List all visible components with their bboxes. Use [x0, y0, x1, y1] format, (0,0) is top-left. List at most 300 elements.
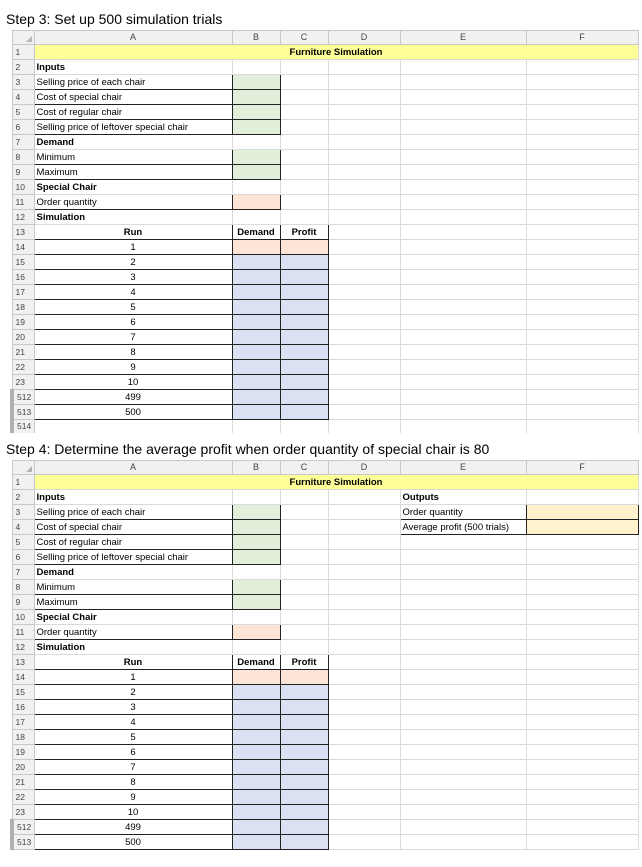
- row-header[interactable]: 4: [12, 520, 34, 535]
- run-cell[interactable]: 7: [34, 330, 232, 345]
- cell[interactable]: [526, 315, 638, 330]
- input-label[interactable]: Selling price of leftover special chair: [34, 120, 232, 135]
- column-header-c[interactable]: C: [280, 31, 328, 45]
- run-cell[interactable]: 2: [34, 685, 232, 700]
- demand-cell[interactable]: [232, 805, 280, 820]
- run-cell[interactable]: 500: [34, 835, 232, 850]
- select-all-corner[interactable]: [12, 461, 34, 475]
- cell[interactable]: [328, 270, 400, 285]
- cell[interactable]: [526, 790, 638, 805]
- cell[interactable]: [328, 255, 400, 270]
- input-cell-demand-min[interactable]: [232, 150, 280, 165]
- row-header[interactable]: 10: [12, 180, 34, 195]
- demand-header[interactable]: Demand: [34, 565, 232, 580]
- cell[interactable]: [280, 625, 328, 640]
- cell[interactable]: [280, 150, 328, 165]
- cell[interactable]: [400, 195, 526, 210]
- input-cell-cost-regular[interactable]: [232, 535, 280, 550]
- cell[interactable]: [232, 640, 280, 655]
- cell[interactable]: [400, 775, 526, 790]
- cell[interactable]: [232, 420, 280, 434]
- cell[interactable]: [280, 595, 328, 610]
- cell[interactable]: [232, 610, 280, 625]
- profit-column-header[interactable]: Profit: [280, 225, 328, 240]
- cell[interactable]: [400, 375, 526, 390]
- cell[interactable]: [400, 655, 526, 670]
- cell[interactable]: [232, 135, 280, 150]
- cell[interactable]: [328, 505, 400, 520]
- input-cell-cost-regular[interactable]: [232, 105, 280, 120]
- cell[interactable]: [526, 150, 638, 165]
- run-cell[interactable]: 9: [34, 360, 232, 375]
- cell[interactable]: [526, 820, 638, 835]
- input-cell-selling-price[interactable]: [232, 505, 280, 520]
- cell[interactable]: [526, 165, 638, 180]
- input-cell-cost-special[interactable]: [232, 520, 280, 535]
- cell[interactable]: [526, 285, 638, 300]
- cell[interactable]: [400, 805, 526, 820]
- cell[interactable]: [328, 225, 400, 240]
- row-header[interactable]: 10: [12, 610, 34, 625]
- cell[interactable]: [400, 180, 526, 195]
- row-header[interactable]: 16: [12, 270, 34, 285]
- cell[interactable]: [328, 120, 400, 135]
- column-header-e[interactable]: E: [400, 31, 526, 45]
- demand-label[interactable]: Maximum: [34, 165, 232, 180]
- cell[interactable]: [328, 685, 400, 700]
- demand-cell[interactable]: [232, 790, 280, 805]
- cell[interactable]: [400, 745, 526, 760]
- cell[interactable]: [400, 625, 526, 640]
- cell[interactable]: [400, 700, 526, 715]
- cell[interactable]: [526, 240, 638, 255]
- cell[interactable]: [526, 745, 638, 760]
- input-label[interactable]: Cost of regular chair: [34, 535, 232, 550]
- cell[interactable]: [526, 270, 638, 285]
- cell[interactable]: [526, 535, 638, 550]
- row-header[interactable]: 512: [12, 820, 34, 835]
- cell[interactable]: [526, 75, 638, 90]
- profit-cell[interactable]: [280, 700, 328, 715]
- cell[interactable]: [526, 195, 638, 210]
- run-cell[interactable]: 4: [34, 285, 232, 300]
- row-header[interactable]: 6: [12, 120, 34, 135]
- row-header[interactable]: 16: [12, 700, 34, 715]
- cell[interactable]: [400, 535, 526, 550]
- demand-cell[interactable]: [232, 775, 280, 790]
- demand-cell[interactable]: [232, 670, 280, 685]
- cell[interactable]: [526, 330, 638, 345]
- cell[interactable]: [328, 595, 400, 610]
- row-header[interactable]: 17: [12, 715, 34, 730]
- demand-column-header[interactable]: Demand: [232, 225, 280, 240]
- run-cell[interactable]: 3: [34, 700, 232, 715]
- demand-cell[interactable]: [232, 345, 280, 360]
- row-header[interactable]: 18: [12, 300, 34, 315]
- cell[interactable]: [400, 820, 526, 835]
- demand-cell[interactable]: [232, 745, 280, 760]
- row-header[interactable]: 7: [12, 565, 34, 580]
- cell[interactable]: [526, 60, 638, 75]
- cell[interactable]: [526, 700, 638, 715]
- simulation-header[interactable]: Simulation: [34, 210, 232, 225]
- cell[interactable]: [400, 730, 526, 745]
- cell[interactable]: [280, 90, 328, 105]
- demand-label[interactable]: Minimum: [34, 580, 232, 595]
- cell[interactable]: [400, 165, 526, 180]
- cell[interactable]: [400, 565, 526, 580]
- cell[interactable]: [400, 270, 526, 285]
- profit-cell[interactable]: [280, 775, 328, 790]
- cell[interactable]: [400, 715, 526, 730]
- demand-cell[interactable]: [232, 390, 280, 405]
- cell[interactable]: [328, 240, 400, 255]
- input-label[interactable]: Cost of regular chair: [34, 105, 232, 120]
- run-cell[interactable]: 1: [34, 670, 232, 685]
- select-all-corner[interactable]: [12, 31, 34, 45]
- cell[interactable]: [526, 105, 638, 120]
- run-cell[interactable]: 5: [34, 300, 232, 315]
- demand-cell[interactable]: [232, 685, 280, 700]
- run-cell[interactable]: 499: [34, 390, 232, 405]
- demand-cell[interactable]: [232, 315, 280, 330]
- demand-cell[interactable]: [232, 375, 280, 390]
- profit-cell[interactable]: [280, 360, 328, 375]
- cell[interactable]: [526, 610, 638, 625]
- cell[interactable]: [232, 180, 280, 195]
- profit-cell[interactable]: [280, 270, 328, 285]
- cell[interactable]: [526, 210, 638, 225]
- cell[interactable]: [328, 700, 400, 715]
- cell[interactable]: [328, 835, 400, 850]
- row-header[interactable]: 8: [12, 150, 34, 165]
- row-header[interactable]: 11: [12, 195, 34, 210]
- input-cell-leftover-price[interactable]: [232, 550, 280, 565]
- cell[interactable]: [400, 550, 526, 565]
- input-label[interactable]: Cost of special chair: [34, 90, 232, 105]
- row-header[interactable]: 12: [12, 640, 34, 655]
- row-header[interactable]: 12: [12, 210, 34, 225]
- cell[interactable]: [280, 60, 328, 75]
- profit-cell[interactable]: [280, 345, 328, 360]
- run-cell[interactable]: 499: [34, 820, 232, 835]
- cell[interactable]: [280, 195, 328, 210]
- profit-cell[interactable]: [280, 240, 328, 255]
- cell[interactable]: [328, 520, 400, 535]
- cell[interactable]: [328, 790, 400, 805]
- cell[interactable]: [328, 180, 400, 195]
- output-average-profit-label[interactable]: Average profit (500 trials): [400, 520, 526, 535]
- cell[interactable]: [526, 135, 638, 150]
- row-header[interactable]: 5: [12, 105, 34, 120]
- cell[interactable]: [328, 805, 400, 820]
- cell[interactable]: [280, 610, 328, 625]
- profit-cell[interactable]: [280, 730, 328, 745]
- demand-cell[interactable]: [232, 715, 280, 730]
- row-header[interactable]: 3: [12, 505, 34, 520]
- cell[interactable]: [280, 420, 328, 434]
- cell[interactable]: [526, 685, 638, 700]
- cell[interactable]: [526, 405, 638, 420]
- run-cell[interactable]: 8: [34, 775, 232, 790]
- special-chair-header[interactable]: Special Chair: [34, 610, 232, 625]
- inputs-header[interactable]: Inputs: [34, 490, 232, 505]
- outputs-header[interactable]: Outputs: [400, 490, 526, 505]
- output-order-quantity-cell[interactable]: [526, 505, 638, 520]
- cell[interactable]: [526, 360, 638, 375]
- row-header[interactable]: 513: [12, 835, 34, 850]
- column-header-a[interactable]: A: [34, 461, 232, 475]
- cell[interactable]: [232, 490, 280, 505]
- cell[interactable]: [328, 730, 400, 745]
- input-label[interactable]: Selling price of leftover special chair: [34, 550, 232, 565]
- input-cell-demand-max[interactable]: [232, 165, 280, 180]
- cell[interactable]: [280, 535, 328, 550]
- cell[interactable]: [328, 490, 400, 505]
- profit-cell[interactable]: [280, 790, 328, 805]
- row-header[interactable]: 512: [12, 390, 34, 405]
- row-header[interactable]: 7: [12, 135, 34, 150]
- output-order-quantity-label[interactable]: Order quantity: [400, 505, 526, 520]
- profit-cell[interactable]: [280, 255, 328, 270]
- cell[interactable]: [400, 595, 526, 610]
- cell[interactable]: [328, 285, 400, 300]
- demand-header[interactable]: Demand: [34, 135, 232, 150]
- demand-cell[interactable]: [232, 330, 280, 345]
- cell[interactable]: [328, 315, 400, 330]
- cell[interactable]: [328, 90, 400, 105]
- cell[interactable]: [400, 390, 526, 405]
- cell[interactable]: [400, 225, 526, 240]
- row-header[interactable]: 6: [12, 550, 34, 565]
- row-header[interactable]: 18: [12, 730, 34, 745]
- cell[interactable]: [280, 165, 328, 180]
- cell[interactable]: [400, 300, 526, 315]
- row-header[interactable]: 4: [12, 90, 34, 105]
- row-header[interactable]: 14: [12, 240, 34, 255]
- row-header[interactable]: 22: [12, 360, 34, 375]
- run-cell[interactable]: 6: [34, 745, 232, 760]
- row-header[interactable]: 13: [12, 225, 34, 240]
- run-cell[interactable]: 10: [34, 375, 232, 390]
- row-header[interactable]: 3: [12, 75, 34, 90]
- cell[interactable]: [328, 535, 400, 550]
- cell[interactable]: [400, 345, 526, 360]
- profit-cell[interactable]: [280, 820, 328, 835]
- demand-cell[interactable]: [232, 730, 280, 745]
- cell[interactable]: [328, 550, 400, 565]
- row-header[interactable]: 22: [12, 790, 34, 805]
- cell[interactable]: [400, 90, 526, 105]
- cell[interactable]: [526, 390, 638, 405]
- cell[interactable]: [328, 670, 400, 685]
- profit-cell[interactable]: [280, 315, 328, 330]
- demand-cell[interactable]: [232, 240, 280, 255]
- cell[interactable]: [400, 60, 526, 75]
- row-header[interactable]: 20: [12, 330, 34, 345]
- row-header[interactable]: 2: [12, 60, 34, 75]
- cell[interactable]: [328, 745, 400, 760]
- output-average-profit-cell[interactable]: [526, 520, 638, 535]
- cell[interactable]: [280, 505, 328, 520]
- cell[interactable]: [328, 345, 400, 360]
- cell[interactable]: [328, 150, 400, 165]
- row-header[interactable]: 23: [12, 375, 34, 390]
- profit-column-header[interactable]: Profit: [280, 655, 328, 670]
- column-header-c[interactable]: C: [280, 461, 328, 475]
- input-cell-cost-special[interactable]: [232, 90, 280, 105]
- row-header[interactable]: 513: [12, 405, 34, 420]
- column-header-e[interactable]: E: [400, 461, 526, 475]
- cell[interactable]: [328, 60, 400, 75]
- row-header[interactable]: 5: [12, 535, 34, 550]
- cell[interactable]: [526, 550, 638, 565]
- row-header[interactable]: 9: [12, 595, 34, 610]
- row-header[interactable]: 514: [12, 420, 34, 434]
- cell[interactable]: [328, 655, 400, 670]
- cell[interactable]: [400, 790, 526, 805]
- demand-cell[interactable]: [232, 820, 280, 835]
- column-header-a[interactable]: A: [34, 31, 232, 45]
- cell[interactable]: [400, 610, 526, 625]
- cell[interactable]: [328, 195, 400, 210]
- demand-cell[interactable]: [232, 760, 280, 775]
- sheet-title[interactable]: Furniture Simulation: [34, 45, 638, 60]
- cell[interactable]: [526, 775, 638, 790]
- cell[interactable]: [328, 565, 400, 580]
- cell[interactable]: [280, 120, 328, 135]
- run-cell[interactable]: 7: [34, 760, 232, 775]
- cell[interactable]: [526, 835, 638, 850]
- cell[interactable]: [400, 835, 526, 850]
- profit-cell[interactable]: [280, 285, 328, 300]
- cell[interactable]: [400, 640, 526, 655]
- cell[interactable]: [526, 300, 638, 315]
- run-cell[interactable]: 8: [34, 345, 232, 360]
- cell[interactable]: [328, 715, 400, 730]
- profit-cell[interactable]: [280, 835, 328, 850]
- cell[interactable]: [328, 390, 400, 405]
- profit-cell[interactable]: [280, 745, 328, 760]
- row-header[interactable]: 19: [12, 315, 34, 330]
- row-header[interactable]: 15: [12, 255, 34, 270]
- cell[interactable]: [328, 640, 400, 655]
- row-header[interactable]: 1: [12, 475, 34, 490]
- profit-cell[interactable]: [280, 375, 328, 390]
- row-header[interactable]: 17: [12, 285, 34, 300]
- row-header[interactable]: 11: [12, 625, 34, 640]
- profit-cell[interactable]: [280, 390, 328, 405]
- cell[interactable]: [280, 550, 328, 565]
- cell[interactable]: [526, 670, 638, 685]
- cell[interactable]: [400, 285, 526, 300]
- cell[interactable]: [34, 420, 232, 434]
- cell[interactable]: [526, 580, 638, 595]
- cell[interactable]: [328, 775, 400, 790]
- profit-cell[interactable]: [280, 405, 328, 420]
- cell[interactable]: [400, 150, 526, 165]
- cell[interactable]: [526, 225, 638, 240]
- demand-cell[interactable]: [232, 255, 280, 270]
- demand-column-header[interactable]: Demand: [232, 655, 280, 670]
- cell[interactable]: [400, 135, 526, 150]
- cell[interactable]: [280, 520, 328, 535]
- cell[interactable]: [400, 255, 526, 270]
- run-cell[interactable]: 500: [34, 405, 232, 420]
- cell[interactable]: [526, 490, 638, 505]
- cell[interactable]: [400, 330, 526, 345]
- cell[interactable]: [280, 580, 328, 595]
- cell[interactable]: [328, 820, 400, 835]
- cell[interactable]: [328, 760, 400, 775]
- row-header[interactable]: 1: [12, 45, 34, 60]
- cell[interactable]: [232, 60, 280, 75]
- demand-cell[interactable]: [232, 835, 280, 850]
- run-cell[interactable]: 2: [34, 255, 232, 270]
- profit-cell[interactable]: [280, 760, 328, 775]
- special-chair-header[interactable]: Special Chair: [34, 180, 232, 195]
- cell[interactable]: [526, 655, 638, 670]
- profit-cell[interactable]: [280, 685, 328, 700]
- cell[interactable]: [328, 375, 400, 390]
- demand-cell[interactable]: [232, 300, 280, 315]
- cell[interactable]: [400, 360, 526, 375]
- cell[interactable]: [526, 375, 638, 390]
- run-cell[interactable]: 5: [34, 730, 232, 745]
- cell[interactable]: [526, 595, 638, 610]
- cell[interactable]: [280, 105, 328, 120]
- cell[interactable]: [526, 345, 638, 360]
- inputs-header[interactable]: Inputs: [34, 60, 232, 75]
- cell[interactable]: [328, 165, 400, 180]
- cell[interactable]: [328, 105, 400, 120]
- cell[interactable]: [400, 315, 526, 330]
- cell[interactable]: [280, 180, 328, 195]
- input-label[interactable]: Selling price of each chair: [34, 75, 232, 90]
- row-header[interactable]: 19: [12, 745, 34, 760]
- input-cell-selling-price[interactable]: [232, 75, 280, 90]
- cell[interactable]: [328, 75, 400, 90]
- cell[interactable]: [232, 210, 280, 225]
- demand-cell[interactable]: [232, 285, 280, 300]
- cell[interactable]: [400, 580, 526, 595]
- column-header-b[interactable]: B: [232, 31, 280, 45]
- column-header-d[interactable]: D: [328, 461, 400, 475]
- cell[interactable]: [280, 210, 328, 225]
- run-cell[interactable]: 6: [34, 315, 232, 330]
- profit-cell[interactable]: [280, 805, 328, 820]
- cell[interactable]: [328, 300, 400, 315]
- row-header[interactable]: 9: [12, 165, 34, 180]
- sheet-title[interactable]: Furniture Simulation: [34, 475, 638, 490]
- cell[interactable]: [328, 135, 400, 150]
- cell[interactable]: [526, 420, 638, 434]
- profit-cell[interactable]: [280, 670, 328, 685]
- cell[interactable]: [328, 360, 400, 375]
- row-header[interactable]: 13: [12, 655, 34, 670]
- cell[interactable]: [526, 565, 638, 580]
- order-quantity-label[interactable]: Order quantity: [34, 625, 232, 640]
- row-header[interactable]: 21: [12, 345, 34, 360]
- column-header-b[interactable]: B: [232, 461, 280, 475]
- run-cell[interactable]: 1: [34, 240, 232, 255]
- row-header[interactable]: 20: [12, 760, 34, 775]
- input-label[interactable]: Cost of special chair: [34, 520, 232, 535]
- column-header-d[interactable]: D: [328, 31, 400, 45]
- order-quantity-label[interactable]: Order quantity: [34, 195, 232, 210]
- input-cell-leftover-price[interactable]: [232, 120, 280, 135]
- cell[interactable]: [526, 255, 638, 270]
